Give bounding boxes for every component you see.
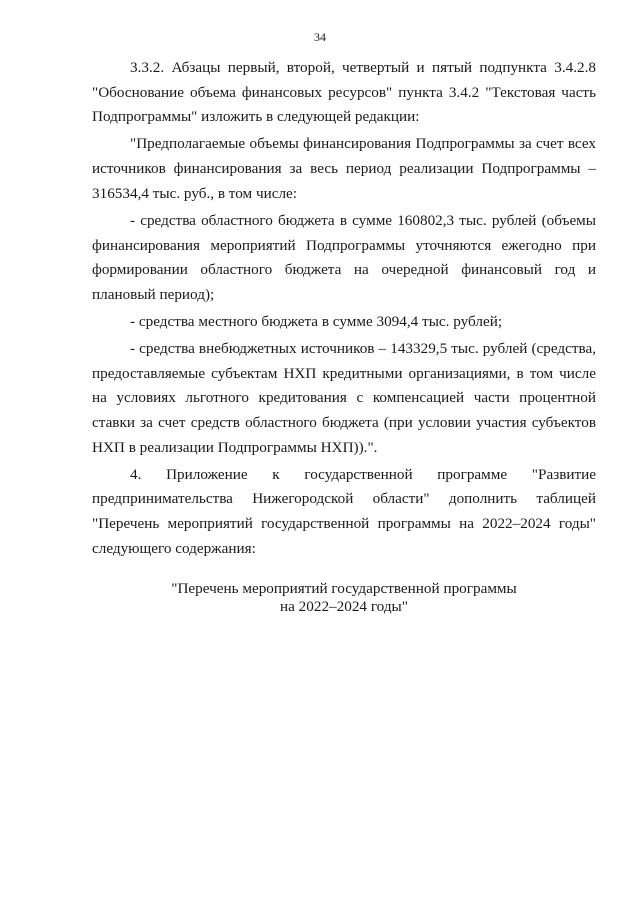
paragraph-appendix-4: 4. Приложение к государственной программе "Развитие предпринимательства Нижегородской области" дополнить таблицей "Перечень мероприятий государственной программы на 2022–2024 годы" следующего содержания: bbox=[92, 465, 596, 557]
page-number: 34 bbox=[314, 30, 326, 44]
paragraph-local-budget: - средства местного бюджета в сумме 3094,4 тыс. рублей; bbox=[130, 312, 503, 330]
paragraph-amendment-3-3-2: 3.3.2. Абзацы первый, второй, четвертый и пятый подпункта 3.4.2.8 "Обоснование объема финансовых ресурсов" пункта 3.4.2 "Текстовая часть Подпрограммы" изложить в следующей редакции: bbox=[92, 59, 596, 126]
table-title bbox=[92, 580, 596, 616]
document-body bbox=[92, 56, 596, 564]
table-title-line-2: на 2022–2024 годы" bbox=[280, 598, 408, 615]
paragraph-regional-budget: - средства областного бюджета в сумме 160802,3 тыс. рублей (объемы финансирования мероприятий Подпрограммы уточняются ежегодно при формировании областного бюджета на очередной финансовый год и плановый период); bbox=[92, 211, 596, 303]
table-title-line-1: "Перечень мероприятий государственной программы bbox=[171, 580, 517, 597]
paragraph-extrabudgetary: - средства внебюджетных источников – 143329,5 тыс. рублей (средства, предоставляемые субъектам НХП кредитными организациями, в том числе на условиях льготного кредитования с компенсацией части процентной ставки за счет средств областного бюджета (при условии участия субъектов НХП в реализации Подпрограммы НХП)).". bbox=[92, 339, 596, 456]
paragraph-total-financing: "Предполагаемые объемы финансирования Подпрограммы за счет всех источников финансирования за весь период реализации Подпрограммы – 316534,4 тыс. руб., в том числе: bbox=[92, 135, 596, 202]
